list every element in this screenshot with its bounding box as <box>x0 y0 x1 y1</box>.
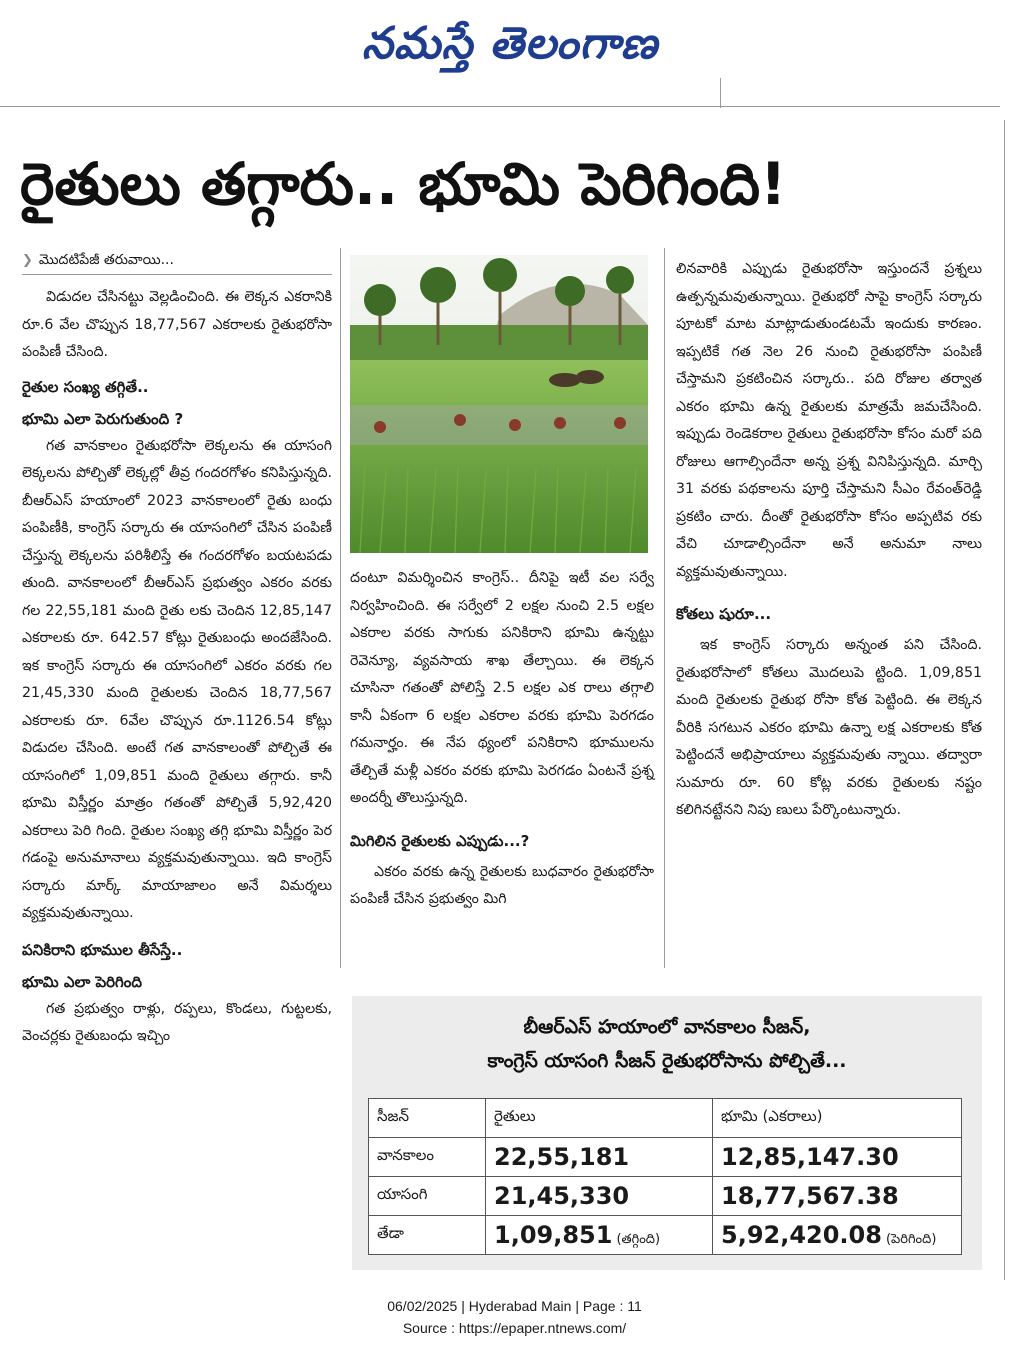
column-divider <box>340 248 341 968</box>
farmers-value: 22,55,181 <box>494 1143 630 1171</box>
land-value: 12,85,147.30 <box>721 1143 899 1171</box>
paragraph: దంటూ విమర్శించిన కాంగ్రెస్.. దీనిపై ఇటీ వల సర్వే నిర్వహించింది. ఈ సర్వేలో 2 లక్షల నుంచి 2.5 లక్షల ఎకరాల వరకు సాగుకు పనికిరాని భూమి ఉన్నట్టు రెవెన్యూ, వ్యవసాయ శాఖ తేల్చాయి. ఈ లెక్కన చూసినా గతంతో పోలిస్తే 2.5 లక్షల ఎక రాలు తగ్గాలి కానీ ఏకంగా 6 లక్షల ఎకరాల వరకు భూమి పెరగడం గమనార్హం. ఈ నేప థ్యంలో పనికిరాని భూములను తేల్చితే మళ్లీ ఎకరం వరకు భూమి పెరగడం ఏంటనే ప్రశ్న అందర్నీ తొలుస్తున్నది. <box>350 570 654 806</box>
subheading: భూమి ఎలా పెరుగుతుంది ? <box>22 409 184 428</box>
table-row <box>369 1138 962 1177</box>
comparison-table <box>368 1098 962 1255</box>
comparison-title <box>352 1010 982 1078</box>
season-cell: వానకాలం <box>369 1138 486 1177</box>
chevron-right-icon: ❯ <box>22 253 33 268</box>
subheading: రైతుల సంఖ్య తగ్గితే.. <box>22 377 149 396</box>
article-column-3 <box>676 256 982 976</box>
season-cell: తేడా <box>369 1216 486 1255</box>
column-divider <box>664 248 665 968</box>
comparison-title-line-1: బీఆర్ఎస్ హయాంలో వానకాలం సీజన్, <box>523 1016 811 1038</box>
paragraph: గత ప్రభుత్వం రాళ్లు, రప్పలు, కొండలు, గుట్టలకు, వెంచర్లకు రైతుబంధు ఇచ్చిం <box>22 1000 332 1044</box>
continued-label <box>22 248 332 273</box>
footer-date-edition: 06/02/2025 | Hyderabad Main | Page : 11 <box>387 1298 642 1314</box>
paragraph: ఇక కాంగ్రెస్ సర్కారు అన్నంత పని చేసింది. రైతుభరోసాలో కోతలు మొదలుపె ట్టింది. 1,09,851 మంది రైతులకు రైతుభ రోసా కోత పెట్టింది. ఈ లెక్కన వీరికి సగటున ఎకరం భూమి ఉన్నా లక్ష ఎకరాలకు కోత పెట్టిందనే అభిప్రాయాలు వ్యక్తమవుతు న్నాయి. తద్వారా సుమారు రూ. 60 కోట్ల వరకు రైతులకు నష్టం కలిగినట్టేనని నిపు ణులు పేర్కొంటున్నారు. <box>676 637 982 818</box>
farmers-cell <box>486 1177 713 1216</box>
header-season: సీజన్ <box>369 1099 486 1138</box>
page-edge-line <box>1004 120 1005 1280</box>
footer-source: Source : https://epaper.ntnews.com/ <box>402 1320 627 1336</box>
subheading: కోతలు షురూ... <box>676 605 772 623</box>
table-row <box>369 1177 962 1216</box>
farmers-value: 1,09,851 <box>494 1220 613 1249</box>
header-land: భూమి (ఎకరాలు) <box>713 1099 962 1138</box>
paddy-field-photo <box>350 255 648 553</box>
table-header-row <box>369 1099 962 1138</box>
comparison-title-line-2: కాంగ్రెస్ యాసంగి సీజన్ రైతుభరోసాను పోల్చితే... <box>487 1050 847 1072</box>
land-change-note: (పెరిగింది) <box>885 1231 937 1247</box>
paddy-field-image <box>350 255 648 553</box>
farmers-cell <box>486 1138 713 1177</box>
jump-divider <box>22 274 332 275</box>
page-footer <box>0 1295 1029 1339</box>
table-row <box>369 1216 962 1255</box>
header-farmers: రైతులు <box>486 1099 713 1138</box>
article-column-1 <box>22 284 332 1284</box>
masthead-divider <box>0 106 1000 107</box>
article-column-2 <box>350 565 654 985</box>
land-cell <box>713 1216 962 1255</box>
paragraph: విడుదల చేసినట్టు వెల్లడించింది. ఈ లెక్కన ఎకరానికి రూ.6 వేల చొప్పున 18,77,567 ఎకరాలకు రైతుభరోసా పంపిణీ చేసింది. <box>22 289 332 360</box>
farmers-value: 21,45,330 <box>494 1182 630 1210</box>
subheading: పనికిరాని భూముల తీసేస్తే.. <box>22 940 183 959</box>
subheading: మిగిలిన రైతులకు ఎప్పుడు...? <box>350 831 530 850</box>
continued-text: మొదటిపేజీ తరువాయి... <box>38 252 174 268</box>
masthead-tick <box>720 78 721 108</box>
farmers-change-note: (తగ్గింది) <box>616 1231 661 1247</box>
paragraph: ఎకరం వరకు ఉన్న రైతులకు బుధవారం రైతుభరోసా పంపిణీ చేసిన ప్రభుత్వం మిగి <box>350 863 654 907</box>
subheading: భూమి ఎలా పెరిగింది <box>22 972 142 991</box>
land-cell <box>713 1138 962 1177</box>
land-value: 18,77,567.38 <box>721 1182 899 1210</box>
land-value: 5,92,420.08 <box>721 1220 882 1249</box>
headline: రైతులు తగ్గారు.. భూమి పెరిగింది! <box>20 150 787 218</box>
land-cell <box>713 1177 962 1216</box>
masthead-logo: నమస్తే తెలంగాణ <box>361 18 659 69</box>
season-cell: యాసంగి <box>369 1177 486 1216</box>
farmers-cell <box>486 1216 713 1255</box>
paragraph: లినవారికి ఎప్పుడు రైతుభరోసా ఇస్తుందనే ప్రశ్నలు ఉత్పన్నమవుతున్నాయి. రైతుభరో సాపై కాంగ్రెస్ సర్కారు పూటకో మాట మాట్లాడుతుండటమే ఇందుకు కారణం. ఇప్పటికే గత నెల 26 నుంచి రైతుభరోసా పంపిణీ చేస్తామని ప్రకటించిన సర్కారు.. పది రోజుల తర్వాత ఎకరం భూమి ఉన్న రైతులకు మాత్రమే జమచేసింది. ఇప్పుడు రెండెకరాల రైతులు రైతుభరోసా కోసం మరో పది రోజులు ఆగాల్సిందేనా అన్న ప్రశ్న వినిపిస్తున్నది. మార్చి 31 వరకు పథకాలను పూర్తి చేస్తామని సీఎం రేవంత్‌రెడ్డి ప్రకటిం చారు. దీంతో రైతుభరోసా కోసం అప్పటివ రకు వేచి చూడాల్సిందేనా అనే అనుమా నాలు వ్యక్తమవుతున్నాయి. <box>676 261 982 580</box>
paragraph: గత వానకాలం రైతుభరోసా లెక్కలను ఈ యాసంగి లెక్కలను పోల్చితో లెక్కల్లో తీవ్ర గందరగోళం కనిపిస్తున్నది. బీఆర్ఎస్ హయాంలో 2023 వానకాలంలో రైతు బంధు పంపిణీకి, కాంగ్రెస్ సర్కారు ఈ యాసంగిలో చేసిన పంపిణీ చేస్తున్న లెక్కలను పరిశీలిస్తే ఈ గందరగోళం బయటపడు తుంది. వానకాలంలో బీఆర్ఎస్ ప్రభుత్వం ఎకరం వరకు గల 22,55,181 మంది రైతు లకు చెందిన 12,85,147 ఎకరాలకు రూ. 642.57 కోట్లు రైతుబంధు అందజేసింది. ఇక కాంగ్రెస్ సర్కారు ఈ యాసంగిలో ఎకరం వరకు గల 21,45,330 మంది రైతులకు చెందిన 18,77,567 ఎకరాలకు రూ. 6వేల చొప్పున రూ.1126.54 కోట్లు విడుదల చేసింది. అంటే గత వానకాలంతో పోల్చితే ఈ యాసంగిలో 1,09,851 మంది రైతులు తగ్గారు. కానీ భూమి విస్తీర్ణం మాత్రం గతంతో పోల్చితే 5,92,420 ఎకరాలు పెరి గింది. రైతుల సంఖ్య తగ్గి భూమి విస్తీర్ణం పెర గడంపై అనుమానాలు వ్యక్తమవుతున్నాయి. ఇది కాంగ్రెస్ సర్కారు మార్క్ మాయాజాలం అనే విమర్శలు వ్యక్తమవుతున్నాయి. <box>22 437 332 921</box>
